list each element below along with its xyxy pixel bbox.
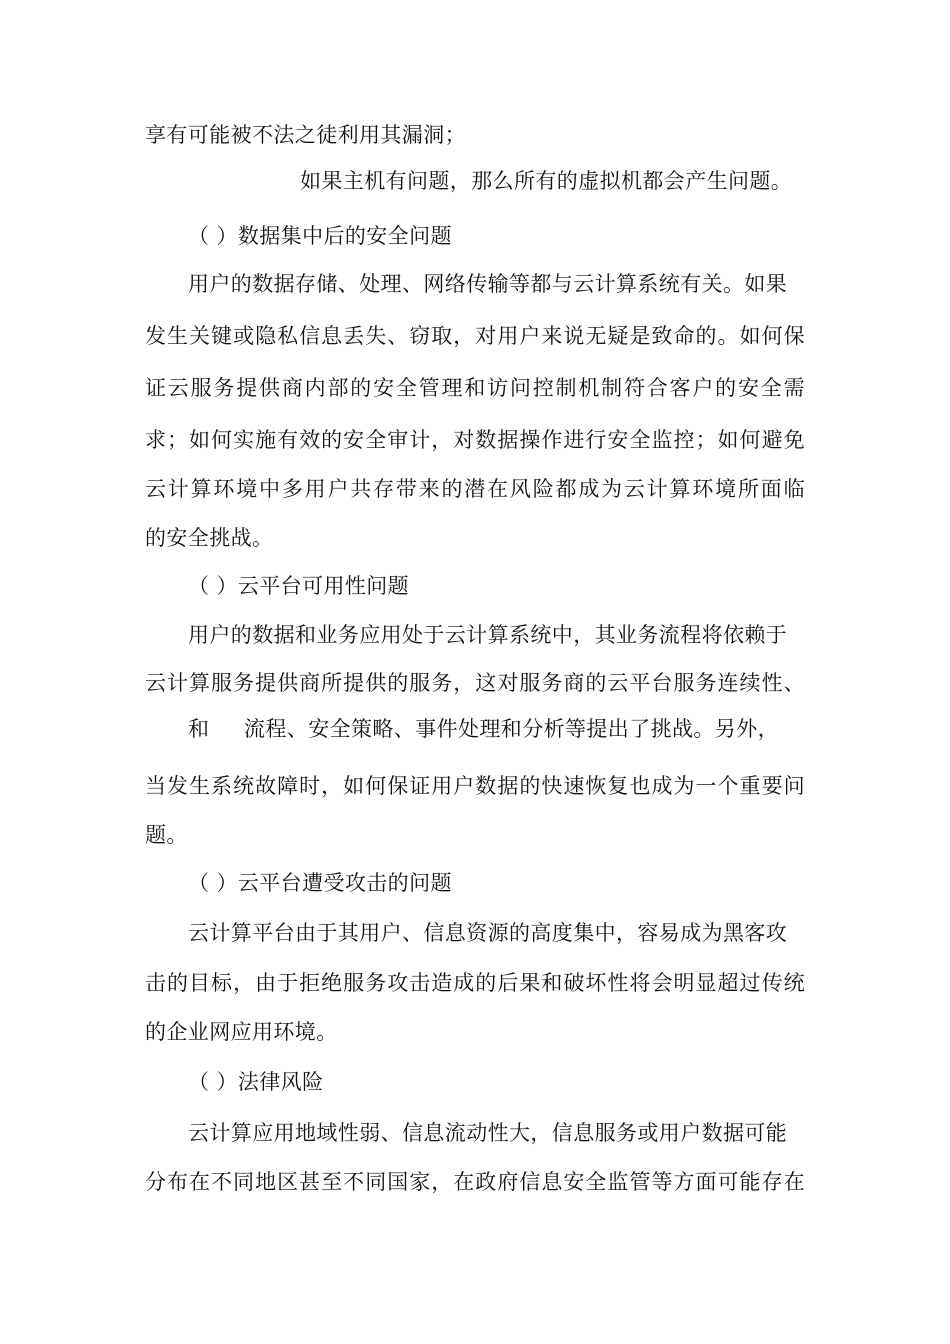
text-line: 云计算平台由于其用户、信息资源的高度集中，容易成为黑客攻 xyxy=(188,921,788,945)
text-line: 击的目标，由于拒绝服务攻击造成的后果和破坏性将会明显超过传统 xyxy=(145,971,805,995)
section-heading: （ ）云平台可用性问题 xyxy=(188,574,410,598)
text-line: 云计算服务提供商所提供的服务，这对服务商的云平台服务连续性、 xyxy=(145,671,805,695)
text-line: 用户的数据存储、处理、网络传输等都与云计算系统有关。如果 xyxy=(188,272,788,296)
text-line: 用户的数据和业务应用处于云计算系统中，其业务流程将依赖于 xyxy=(188,623,788,647)
text-line: 求；如何实施有效的安全审计，对数据操作进行安全监控；如何避免 xyxy=(145,428,805,452)
section-heading: （ ）法律风险 xyxy=(188,1070,324,1094)
text-line: 证云服务提供商内部的安全管理和访问控制机制符合客户的安全需 xyxy=(145,376,805,400)
text-line: 和 xyxy=(188,717,210,741)
text-line: 当发生系统故障时，如何保证用户数据的快速恢复也成为一个重要问 xyxy=(145,774,805,798)
text-line: 分布在不同地区甚至不同国家，在政府信息安全监管等方面可能存在 xyxy=(145,1170,805,1194)
section-heading: （ ）数据集中后的安全问题 xyxy=(188,224,452,248)
text-line: 的企业网应用环境。 xyxy=(145,1020,338,1044)
text-line: 题。 xyxy=(145,823,188,847)
text-line: 云计算环境中多用户共存带来的潜在风险都成为云计算环境所面临 xyxy=(145,477,805,501)
text-line: 云计算应用地域性弱、信息流动性大，信息服务或用户数据可能 xyxy=(188,1121,788,1145)
section-heading: （ ）云平台遭受攻击的问题 xyxy=(188,871,452,895)
text-line: 流程、安全策略、事件处理和分析等提出了挑战。另外， xyxy=(244,717,779,741)
text-line: 发生关键或隐私信息丢失、窃取，对用户来说无疑是致命的。如何保 xyxy=(145,324,805,348)
text-line: 的安全挑战。 xyxy=(145,526,274,550)
text-line: 如果主机有问题，那么所有的虚拟机都会产生问题。 xyxy=(300,169,793,193)
text-line: 享有可能被不法之徒利用其漏洞； xyxy=(145,123,466,147)
